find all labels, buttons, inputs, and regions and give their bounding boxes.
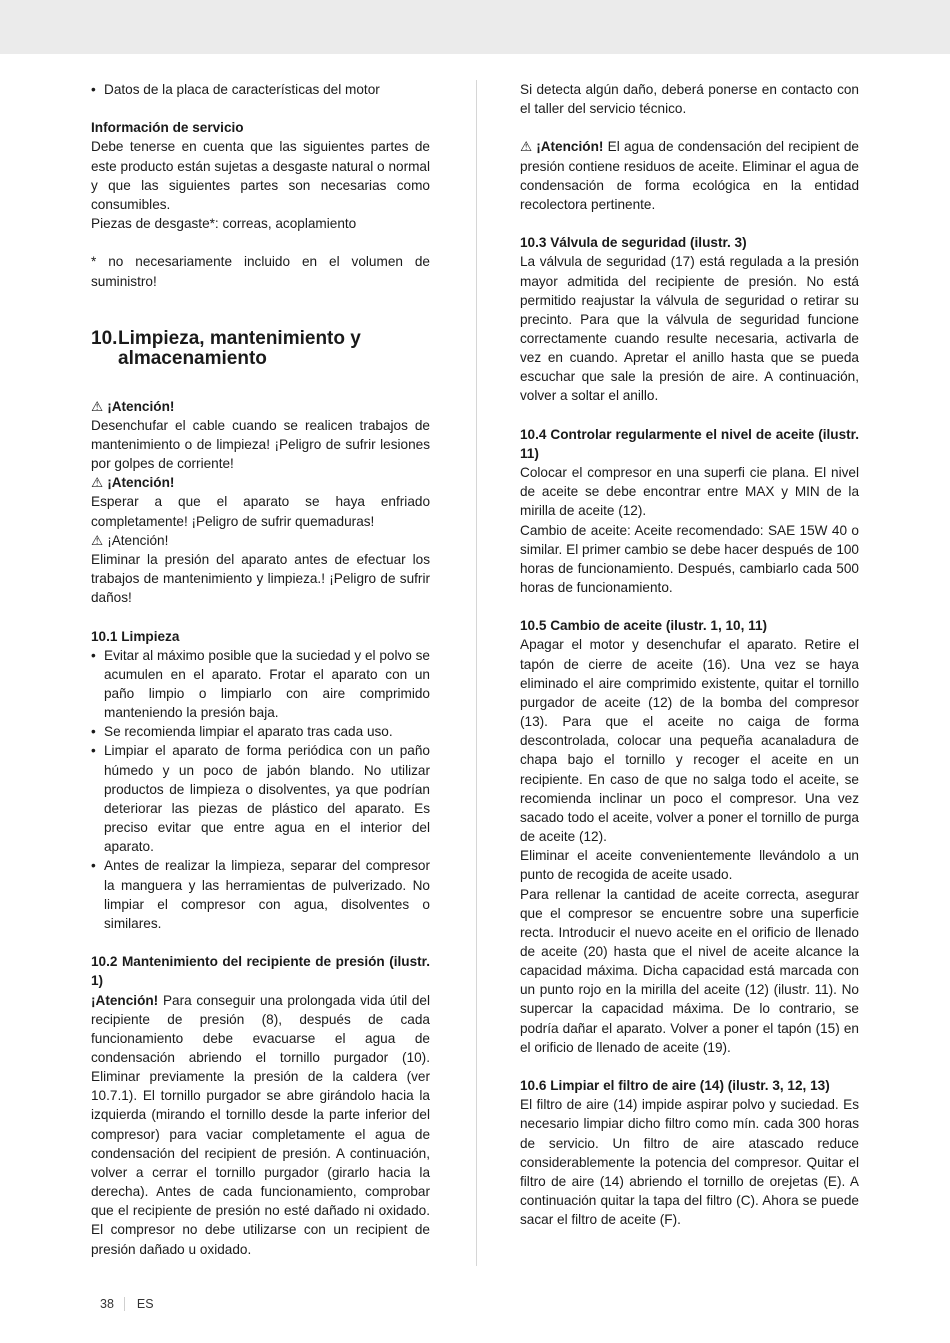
paragraph: Apagar el motor y desenchufar el aparato. Retire el tapón de cierre de aceite (16). Una vez se haya eliminado el aire comprimido existente, quitar el tornillo purgador de aceite (12) de la bomba del compresor (13). Para que el aceite no caiga de forma descontrolada, colocar una pequeña acanaladura de chapa bajo el tornillo y recoger el aceite en un recipiente. En caso de que no salga todo el aceite, se recomienda inclinar un poco el compresor. Una vez sacado todo el aceite, volver a poner el tornillo de purga de aceite (12). (520, 637, 859, 845)
footnote-text: * no necesariamente incluido en el volumen de suministro! (91, 254, 430, 289)
bullet-icon: • (91, 647, 96, 663)
warning-text: Esperar a que el aparato se haya enfriado completamente! ¡Peligro de sufrir quemaduras! (91, 494, 430, 529)
warning-triangle-icon: ⚠ (520, 139, 533, 155)
paragraph: Para rellenar la cantidad de aceite correcta, asegurar que el compresor se encuentre sobre una superficie recta. Introducir el nuevo aceite en el orificio de llenado de aceite (20) hasta que el nivel de aceite alcance la capacidad máxima. Dicha capacidad está marcada con un punto rojo en la mirilla del aceite (12) (ilustr. 11). No supercar la capacidad máxima. De lo contrario, se podría dañar el aparato. Volver a poner el tapón (15) en el orificio de llenado de aceite (19). (520, 886, 859, 1055)
warning-heading: ⚠ ¡Atención! (91, 531, 430, 550)
paragraph: Si detecta algún daño, deberá ponerse en contacto con el taller del servicio técnico. (520, 82, 859, 117)
motor-list (91, 80, 430, 99)
section-title: Limpieza, mantenimiento y almacenamiento (118, 327, 361, 369)
list-item-text: Antes de realizar la limpieza, separar del compresor la manguera y las herramientas de pulverizado. No limpiar el compresor con agua, disolventes o similares. (104, 858, 430, 931)
bullet-icon: • (91, 724, 96, 740)
paragraph: La válvula de seguridad (17) está regulada a la presión mayor admitida del recipiente de presión. No está permitido reajustar la válvula de seguridad o retirar su precinto. Para que la válvula de seguridad funcione correctamente cuando resulte necesaria, activarla de vez en cuando. Apretar el anillo hasta que se pueda escuchar que sale la presión de aire. A continuación, volver a soltar el anillo. (520, 254, 859, 404)
top-band (0, 0, 950, 54)
language-code: ES (136, 1297, 154, 1311)
subsection-heading: 10.5 Cambio de aceite (ilustr. 1, 10, 11) (520, 618, 768, 634)
list-item-text: Se recomienda limpiar el aparato tras cada uso. (104, 724, 393, 740)
right-column (520, 80, 859, 1229)
page-footer (100, 1297, 154, 1311)
subsection-heading: 10.3 Válvula de seguridad (ilustr. 3) (520, 235, 747, 251)
list-item-text: Limpiar el aparato de forma periódica con un paño húmedo y un poco de jabón blando. No utilizar productos de limpieza o disolventes, ya que podrían deteriorar las piezas de plástico del aparato. Es preciso evitar que entre agua en el interior del aparato. (104, 743, 430, 855)
subsection-heading: 10.1 Limpieza (91, 628, 180, 644)
subsection-heading: 10.2 Mantenimiento del recipiente de presión (ilustr. 1) (91, 954, 430, 989)
paragraph: Cambio de aceite: Aceite recomendado: SAE 15W 40 o similar. El primer cambio se debe hacer después de 100 horas de funcionamiento. Después, cambiarlo cada 500 horas de funcionamiento. (520, 522, 859, 596)
list-item (91, 80, 430, 99)
warning-text: Eliminar la presión del aparato antes de efectuar los trabajos de mantenimiento y limpieza.! ¡Peligro de sufrir daños! (91, 551, 430, 606)
warning-triangle-icon: ⚠ (91, 398, 104, 414)
list-item (91, 856, 430, 933)
warning-triangle-icon: ⚠ (91, 475, 104, 491)
bullet-icon: • (91, 858, 96, 874)
list-item-text: Evitar al máximo posible que la suciedad y el polvo se acumulen en el aparato. Frotar el aparato con un paño limpio o limpiarlo con aire comprimido manteniendo la presión baja. (104, 647, 430, 721)
bullet-icon: • (91, 743, 96, 759)
paragraph: ⚠ ¡Atención! El agua de condensación del recipient de presión contiene residuos de aceite. Eliminar el agua de condensación de forma ecológica en la entidad recolectora pertinente. (520, 139, 859, 212)
warning-triangle-icon: ⚠ (91, 532, 104, 548)
paragraph: ¡Atención! Para conseguir una prolongada vida útil del recipiente de presión (8), después de cada funcionamiento debe evacuarse el agua de condensación abriendo el tornillo purgador (10). Eliminar previamente la presión de la caldera (ver 10.7.1). El tornillo purgador se abre girándolo hacia la izquierda (mirando el tornillo desde la parte inferior del compresor) para vaciar completamente el agua de condensación del recipient de presión. A continuación, volver a cerrar el tornillo purgador (girarlo hacia la derecha). Antes de cada funcionamiento, comprobar que el recipiente de presión no esté dañado ni oxidado. El compresor no debe utilizarse con un recipient de presión dañado u oxidado. (91, 992, 431, 1257)
list-item (91, 722, 430, 741)
warning-heading: ⚠ ¡Atención! (91, 397, 430, 416)
list-item-text: Datos de la placa de características del motor (104, 82, 380, 97)
list-item (91, 646, 430, 723)
warning-text: Desenchufar el cable cuando se realicen trabajos de mantenimiento o de limpieza! ¡Peligro de sufrir lesiones por golpes de corriente! (91, 417, 430, 472)
cleaning-list (91, 646, 430, 933)
paragraph: El filtro de aire (14) impide aspirar polvo y suciedad. Es necesario limpiar dicho filtro como mín. cada 300 horas de servicio. Un filtro de aire atascado reduce considerablemente la potencia del compresor. Quitar el filtro de aire (14) abriendo el tornillo de orejetas (E). A continuación quitar la tapa del filtro (C). Ahora se puede sacar el filtro de aceite (F). (520, 1097, 859, 1228)
section-number: 10. (91, 327, 118, 349)
service-text: Debe tenerse en cuenta que las siguientes partes de este producto están sujetas a desgaste natural o normal y que las siguientes partes son necesarias como consumibles. (91, 139, 430, 212)
bullet-icon: • (91, 82, 96, 97)
paragraph: Eliminar el aceite convenientemente llevándolo a un punto de recogida de aceite usado. (520, 848, 859, 883)
service-heading: Información de servicio (91, 120, 244, 136)
subsection-heading: 10.6 Limpiar el filtro de aire (14) (ilustr. 3, 12, 13) (520, 1078, 830, 1094)
paragraph: Colocar el compresor en una superfi cie plana. El nivel de aceite se debe encontrar entre MAX y MIN de la mirilla de aceite (12). (520, 465, 859, 519)
page-number: 38 (100, 1297, 125, 1311)
subsection-heading: 10.4 Controlar regularmente el nivel de aceite (ilustr. 11) (520, 426, 859, 461)
section-heading (91, 329, 430, 369)
warning-heading: ⚠ ¡Atención! (91, 473, 430, 492)
left-column (91, 80, 430, 1259)
column-divider (476, 80, 477, 1266)
list-item (91, 741, 430, 856)
wear-parts-text: Piezas de desgaste*: correas, acoplamiento (91, 216, 357, 232)
